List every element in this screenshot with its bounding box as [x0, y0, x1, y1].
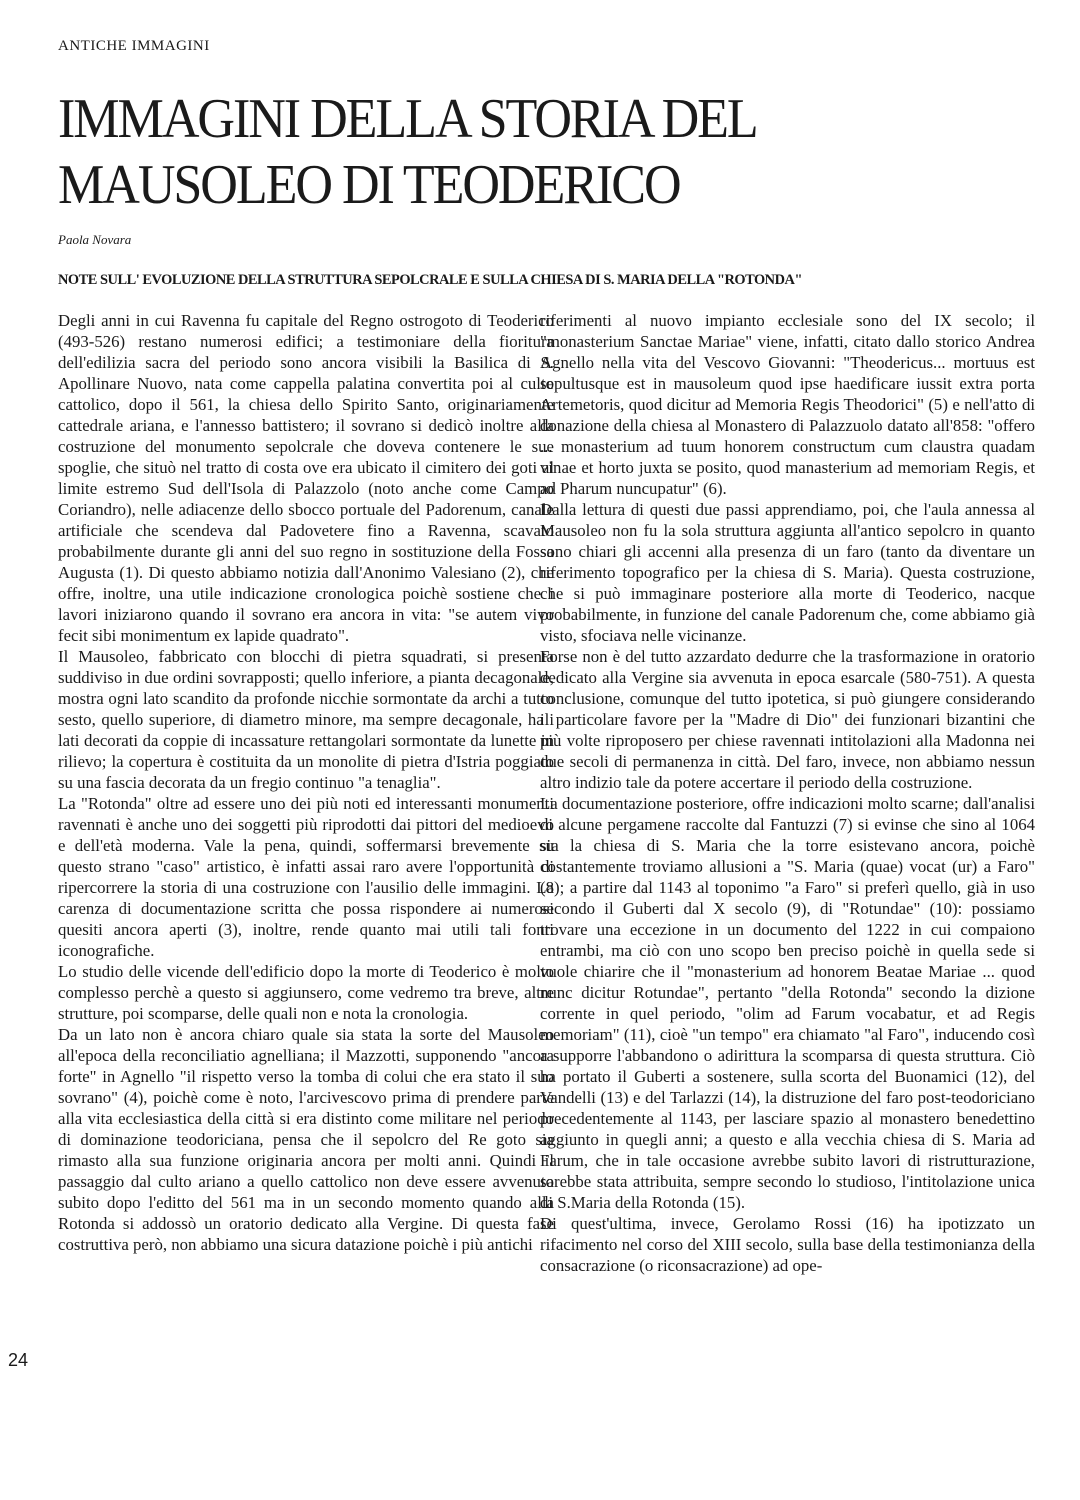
article-title: IMMAGINI DELLA STORIA DEL MAUSOLEO DI TEODERICO: [58, 88, 755, 216]
section-label: ANTICHE IMMAGINI: [58, 38, 210, 54]
left-column: [58, 310, 554, 1370]
paragraph: La "Rotonda" oltre ad essere uno dei più noti ed interessanti monumenti ravennati è anche uno dei soggetti più riprodotti dai pittori del medioevo e dell'età moderna. Vale la pena, quindi, soffermarsi brevemente su questo strano "caso" artistico, è infatti assai raro avere l'opportunità di ripercorrere la storia di una costruzione con l'ausilio delle immagini. La carenza di documentazione scritta che possa rispondere ai numerosi quesiti ancora aperti (3), inoltre, rende quanto mai utili tali fonti iconografiche.: [58, 794, 554, 960]
page-number: 24: [8, 1350, 29, 1370]
paragraph: La documentazione posteriore, offre indicazioni molto scarne; dall'analisi di alcune pergamene raccolte dal Fantuzzi (7) si evinse che sino al 1064 sia la chiesa di S. Maria che la torre esistevano ancora, poichè costantemente troviamo allusioni a "S. Maria (quae) vocat (ur) a Faro" (8); a partire dal 1143 al toponimo "a Faro" si preferì quello, già in uso secondo il Guberti dal X secolo (9), di "Rotundae" (10): possiamo trovare una eccezione in un documento del 1222 in cui compaiono entrambi, ma ciò con uno scopo ben preciso poichè in quella sede si vuole chiarire che il "monasterium ad honorem Beatae Mariae ... quod nunc dicitur Rotundae", pertanto "della Rotonda" secondo la dizione corrente in quel periodo, "olim ad Farum vocabatur, et ad Regis memoriam" (11), cioè "un tempo" era chiamato "al Faro", inducendo così a supporre l'abbandono o adirittura la scomparsa di questa struttura. Ciò ha portato il Guberti a sostenere, sulla scorta del Buonamici (12), del Vandelli (13) e del Tarlazzi (14), la distruzione del faro post-teodoriciano precedentemente al 1143, per lasciare spazio al monastero benedettino aggiunto in quegli anni; a questo e alla vecchia chiesa di S. Maria ad Farum, che in tale occasione avrebbe subito lavori di ristrutturazione, sarebbe stata attribuita, sempre secondo lo studioso, l'intitolazione unica di S.Maria della Rotonda (15).: [540, 794, 1035, 1212]
paragraph: Di quest'ultima, invece, Gerolamo Rossi (16) ha ipotizzato un rifacimento nel corso del XIII secolo, sulla base della testimonianza della consacrazione (o riconsacrazione) ad ope-: [540, 1214, 1035, 1275]
right-column: [540, 310, 1035, 1370]
paragraph: Degli anni in cui Ravenna fu capitale del Regno ostrogoto di Teoderico (493-526) restano numerosi edifici; a testimoniare della fioritura dell'edilizia sacra del periodo sono ancora visibili la Basilica di S. Apollinare Nuovo, nata come cappella palatina convertita poi al culto cattolico, dopo il 561, la chiesa dello Spirito Santo, originariamente cattedrale ariana, e l'annesso battistero; il sovrano si dedicò inoltre alla costruzione del monumento sepolcrale che doveva contenere le sue spoglie, che situò nel tratto di costa ove era ubicato il cimitero dei goti al limite estremo Sud dell'Isola di Palazzolo (noto anche come Campo Coriandro), nelle adiacenze dello sbocco portuale del Padorenum, canale artificiale che scendeva dal Padovetere fino a Ravenna, scavato probabilmente durante gli anni del suo regno in sostituzione della Fossa Augusta (1). Di questo abbiamo notizia dall'Anonimo Valesiano (2), che offre, inoltre, una utile indicazione cronologica poichè sostiene che i lavori iniziarono quando il sovrano era ancora in vita: "se autem vivo fecit sibi monimentum ex lapide quadrato".: [58, 311, 554, 645]
article-subtitle: NOTE SULL' EVOLUZIONE DELLA STRUTTURA SEPOLCRALE E SULLA CHIESA DI S. MARIA DELLA "ROTONDA": [58, 272, 802, 288]
paragraph: Forse non è del tutto azzardato dedurre che la trasformazione in oratorio dedicato alla Vergine sia avvenuta in epoca esarcale (580-751). A questa conclusione, comunque del tutto ipotetica, si può giungere considerando il particolare favore per la "Madre di Dio" dei funzionari bizantini che più volte riproposero per chiese ravennati intitolazioni alla Madonna nei due secoli di permanenza in città. Del faro, invece, non abbiamo nessun altro indizio tale da potere accertare il periodo della costruzione.: [540, 647, 1035, 792]
paragraph: Dalla lettura di questi due passi apprendiamo, poi, che l'aula annessa al Mausoleo non fu la sola struttura aggiunta all'antico sepolcro in quanto sono chiari gli accenni alla presenza di un faro (tanto da diventare un riferimento topografico per la chiesa di S. Maria). Questa costruzione, che si può immaginare posteriore alla morte di Teoderico, nacque probabilmente, in funzione del canale Padorenum che, come abbiamo già visto, sfociava nelle vicinanze.: [540, 500, 1035, 645]
paragraph: Il Mausoleo, fabbricato con blocchi di pietra squadrati, si presenta suddiviso in due ordini sovrapposti; quello inferiore, a pianta decagonale, mostra ogni lato scandito da profonde nicchie sormontate da archi a tutto sesto, quello superiore, di diametro minore, ma sempre decagonale, ha i lati decorati da coppie di incassature rettangolari sormontate da lunette in rilievo; la copertura è costituita da un monolite di pietra d'Istria poggiato su una fascia decorata da un fregio continuo "a tenaglia".: [58, 647, 554, 792]
paragraph: Lo studio delle vicende dell'edificio dopo la morte di Teoderico è molto complesso perchè a questo si aggiunsero, come vedremo tra breve, altre strutture, poi scomparse, delle quali non e nota la cronologia.: [58, 962, 554, 1023]
paragraph: riferimenti al nuovo impianto ecclesiale sono del IX secolo; il "monasterium Sanctae Mariae" viene, infatti, citato dallo storico Andrea Agnello nella vita del Vescovo Giovanni: "Theodericus... mortuus est sepultusque est in mausoleum quod ipse haedificare iussit extra porta Artemetoris, quod dicitur ad Memoria Regis Theodorici" (5) e nell'atto di donazione della chiesa al Monastero di Palazzuolo datato all'858: "offero ... monasterium ad tuum honorem constructum cum claustra quadam vinae et horto juxta se posito, quod manasterium ad memoriam Regis, et ad Pharum nuncupatur" (6).: [540, 311, 1035, 498]
paragraph: Da un lato non è ancora chiaro quale sia stata la sorte del Mausoleo all'epoca della reconciliatio agnelliana; il Mazzotti, supponendo "ancora forte" in Agnello "il rispetto verso la tomba di colui che era stato il suo sovrano" (4), poichè come è noto, l'arcivescovo prima di prendere parte alla vita ecclesiastica della città si era distinto come militare nel periodo di dominazione teodoriciana, pensa che il sepolcro del Re goto sia rimasto alla sua funzione originaria ancora per molti anni. Quindi il passaggio dal culto ariano a quello cattolico non deve essere avvenuto subito dopo l'editto del 561 ma in un secondo momento quando alla Rotonda si addossò un oratorio dedicato alla Vergine. Di questa fase costruttiva però, non abbiamo una sicura datazione poichè i più antichi: [58, 1025, 554, 1254]
author-name: Paola Novara: [58, 232, 132, 247]
